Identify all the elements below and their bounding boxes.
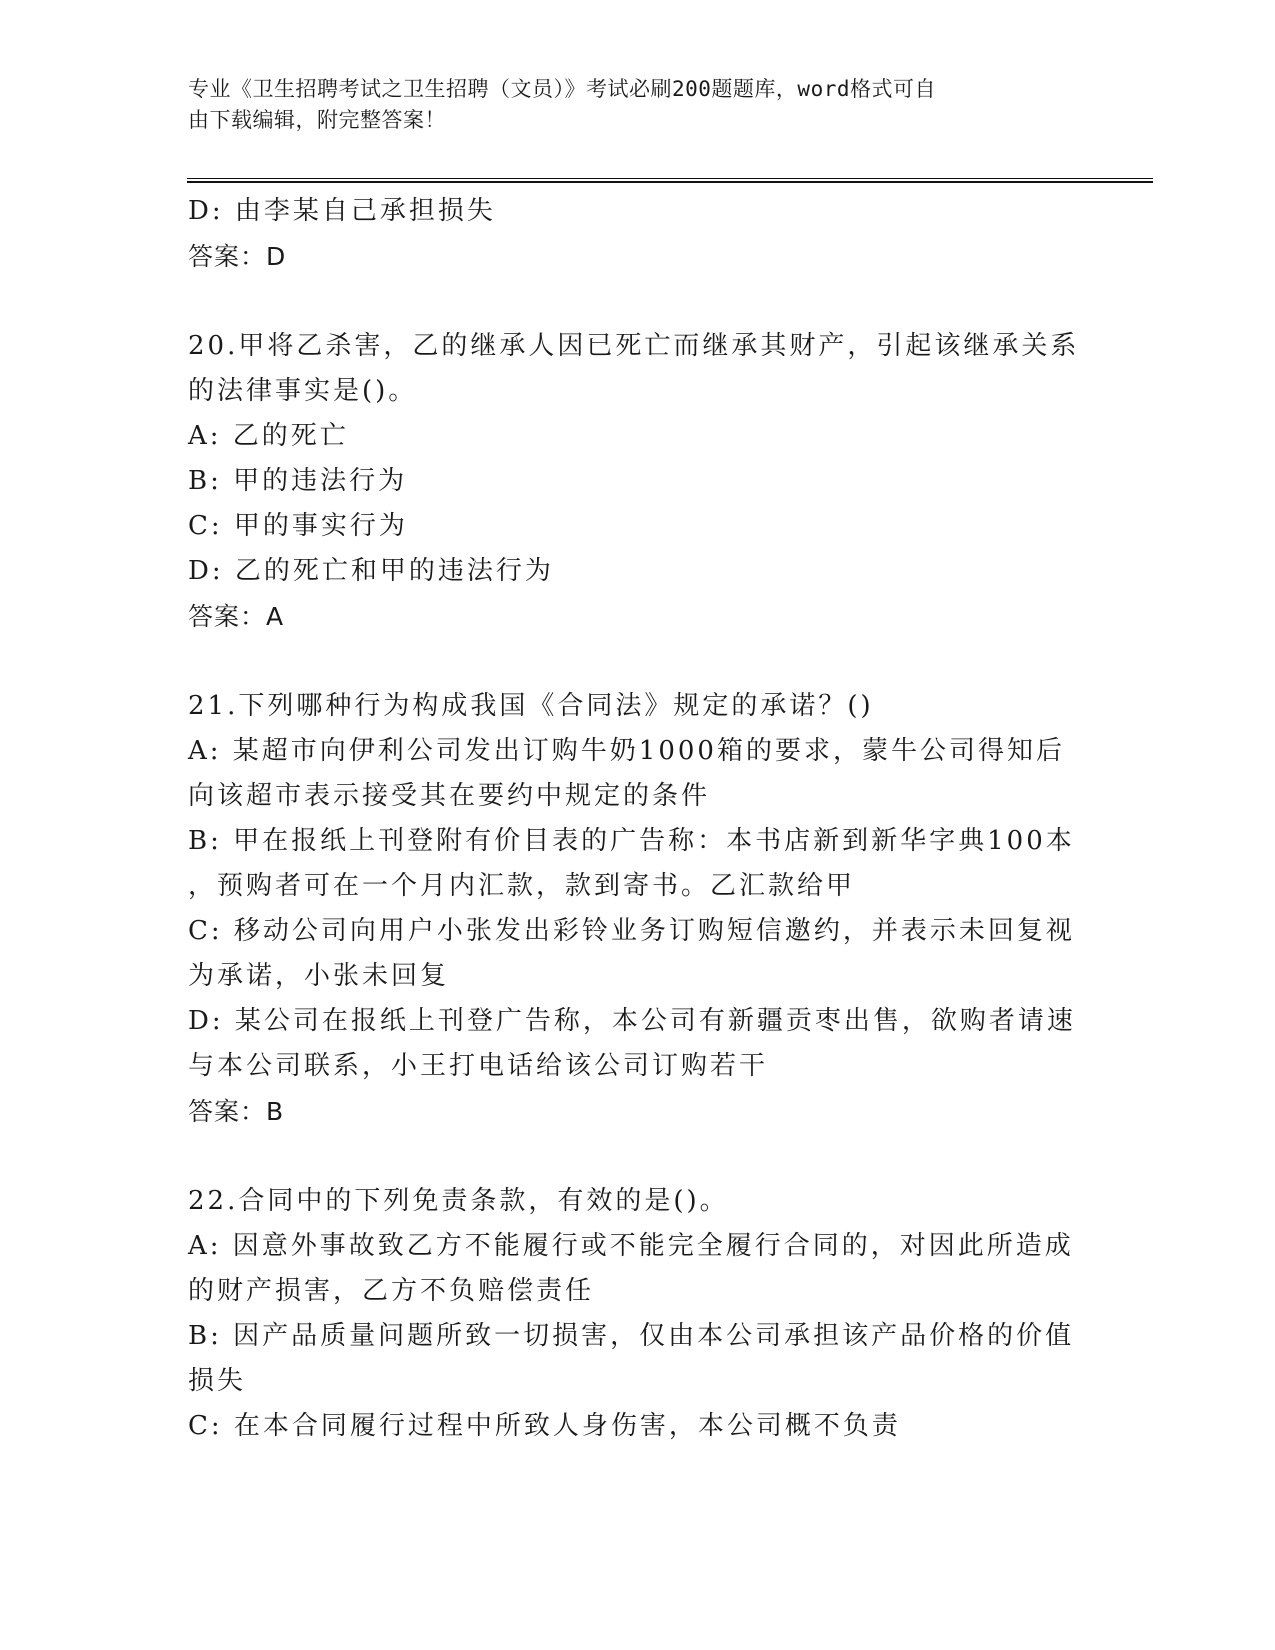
option-c: C: 在本合同履行过程中所致人身伤害，本公司概不负责 <box>188 1411 901 1441</box>
question-22 <box>188 1179 1088 1449</box>
option-a: A: 因意外事故致乙方不能履行或不能完全履行合同的，对因此所造成 <box>188 1231 1074 1261</box>
option-d-continued: 与本公司联系，小王打电话给该公司订购若干 <box>188 1051 769 1081</box>
question-stem: 20.甲将乙杀害，乙的继承人因已死亡而继承其财产，引起该继承关系 <box>188 331 1080 361</box>
option-b: B: 甲在报纸上刊登附有价目表的广告称：本书店新到新华字典100本 <box>188 826 1075 856</box>
question-20 <box>188 324 1088 639</box>
option-c: C: 甲的事实行为 <box>188 511 408 541</box>
option-b-continued: ，预购者可在一个月内汇款，款到寄书。乙汇款给甲 <box>188 871 856 901</box>
option-b: B: 因产品质量问题所致一切损害，仅由本公司承担该产品价格的价值 <box>188 1321 1075 1351</box>
question-stem: 22.合同中的下列免责条款，有效的是()。 <box>188 1186 729 1216</box>
answer: 答案：B <box>188 1097 285 1126</box>
option-a: A: 乙的死亡 <box>188 421 349 451</box>
spacer <box>188 1134 1088 1179</box>
previous-question-tail <box>188 189 1088 279</box>
answer: 答案：A <box>188 602 285 631</box>
option-d: D: 某公司在报纸上刊登广告称，本公司有新疆贡枣出售，欲购者请速 <box>188 1006 1076 1036</box>
option-c: C: 移动公司向用户小张发出彩铃业务订购短信邀约，并表示未回复视 <box>188 916 1075 946</box>
option-a-continued: 的财产损害，乙方不负赔偿责任 <box>188 1276 595 1306</box>
question-21 <box>188 684 1088 1134</box>
document-body <box>188 189 1088 1449</box>
option-b: B: 甲的违法行为 <box>188 466 408 496</box>
header-divider <box>187 178 1153 183</box>
answer: 答案：D <box>188 242 287 271</box>
option-b-continued: 损失 <box>188 1366 247 1396</box>
question-stem: 的法律事实是()。 <box>188 376 418 406</box>
spacer <box>188 639 1088 684</box>
spacer <box>188 279 1088 324</box>
option-d: D: 由李某自己承担损失 <box>188 196 496 226</box>
option-a: A: 某超市向伊利公司发出订购牛奶1000箱的要求，蒙牛公司得知后 <box>188 736 1065 766</box>
document-header <box>188 74 1078 136</box>
option-a-continued: 向该超市表示接受其在要约中规定的条件 <box>188 781 711 811</box>
header-line-1: 专业《卫生招聘考试之卫生招聘（文员）》考试必刷200题题库，word格式可自 <box>188 77 936 101</box>
option-c-continued: 为承诺，小张未回复 <box>188 961 450 991</box>
header-line-2: 由下载编辑，附完整答案！ <box>188 108 446 132</box>
question-stem: 21.下列哪种行为构成我国《合同法》规定的承诺？() <box>188 691 874 721</box>
option-d: D: 乙的死亡和甲的违法行为 <box>188 556 554 586</box>
